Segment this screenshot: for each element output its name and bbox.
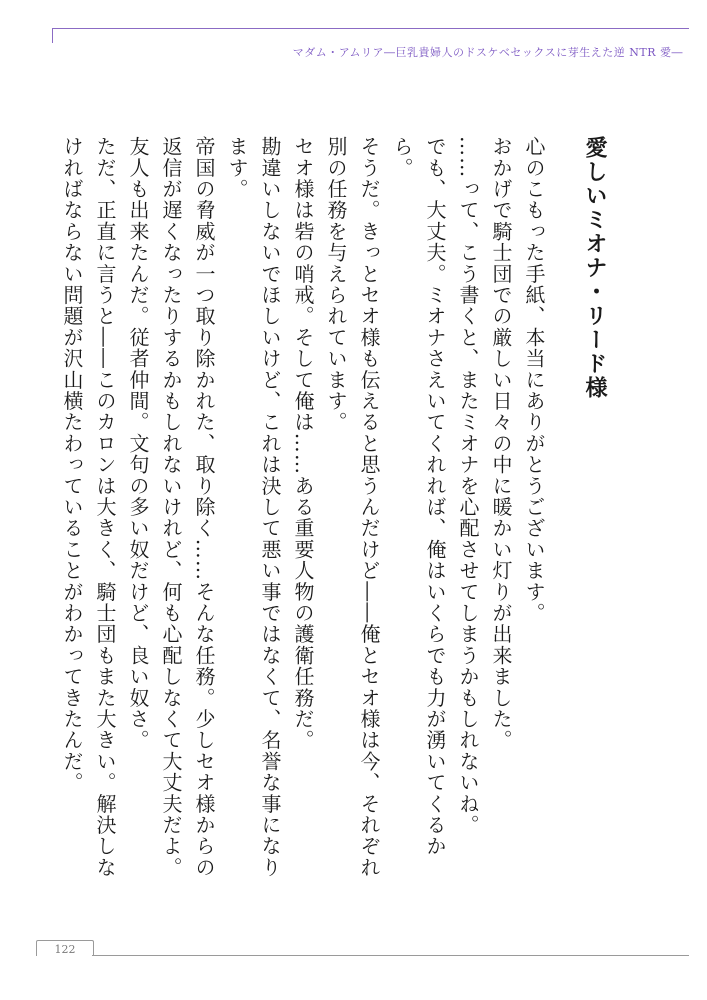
paragraph-2: おかげで騎士団での厳しい日々の中に暖かい灯りが出来ました。 xyxy=(489,136,513,751)
footer-rule xyxy=(92,955,689,956)
paragraph-6: セオ様は砦の哨戒。そして俺は……ある重要人物の護衛任務だ。 xyxy=(291,136,315,751)
vertical-text-block xyxy=(55,136,611,896)
running-header: マダム・アムリア―巨乳貴婦人のドスケベセックスに芽生えた逆 NTR 愛― xyxy=(292,46,683,59)
paragraph-8: 帝国の脅威が一つ取り除かれた、取り除く……そんな任務。少しセオ様からの返信が遅くなったりするかもしれないけれど、何も心配しなくて大丈夫だよ。 xyxy=(159,136,216,878)
paragraph-5: そうだ。きっとセオ様も伝えると思うんだけど――俺とセオ様は今、それぞれ別の任務を与えられています。 xyxy=(324,136,381,878)
paragraph-3: ……って、こう書くと、またミオナを心配させてしまうかもしれないね。 xyxy=(456,136,480,836)
header-rule xyxy=(52,28,689,43)
page-number: 122 xyxy=(36,940,94,956)
paragraph-10: ただ、正直に言うと――このカロンは大きく、騎士団もまた大きい。解決しなければならない問題が沢山横たわっていることがわかってきたんだ。 xyxy=(60,136,117,878)
chapter-title: 愛しいミオナ・リード様 xyxy=(582,136,607,400)
paragraph-1: 心のこもった手紙、本当にありがとうございます。 xyxy=(522,136,546,624)
paragraph-7: 勘違いしないでほしいけど、これは決して悪い事ではなくて、名誉な事になります。 xyxy=(225,136,282,878)
paragraph-4: でも、大丈夫。ミオナさえいてくれれば、俺はいくらでも力が湧いてくるから。 xyxy=(390,136,447,857)
paragraph-9: 友人も出来たんだ。従者仲間。文句の多い奴だけど、良い奴さ。 xyxy=(126,136,150,751)
